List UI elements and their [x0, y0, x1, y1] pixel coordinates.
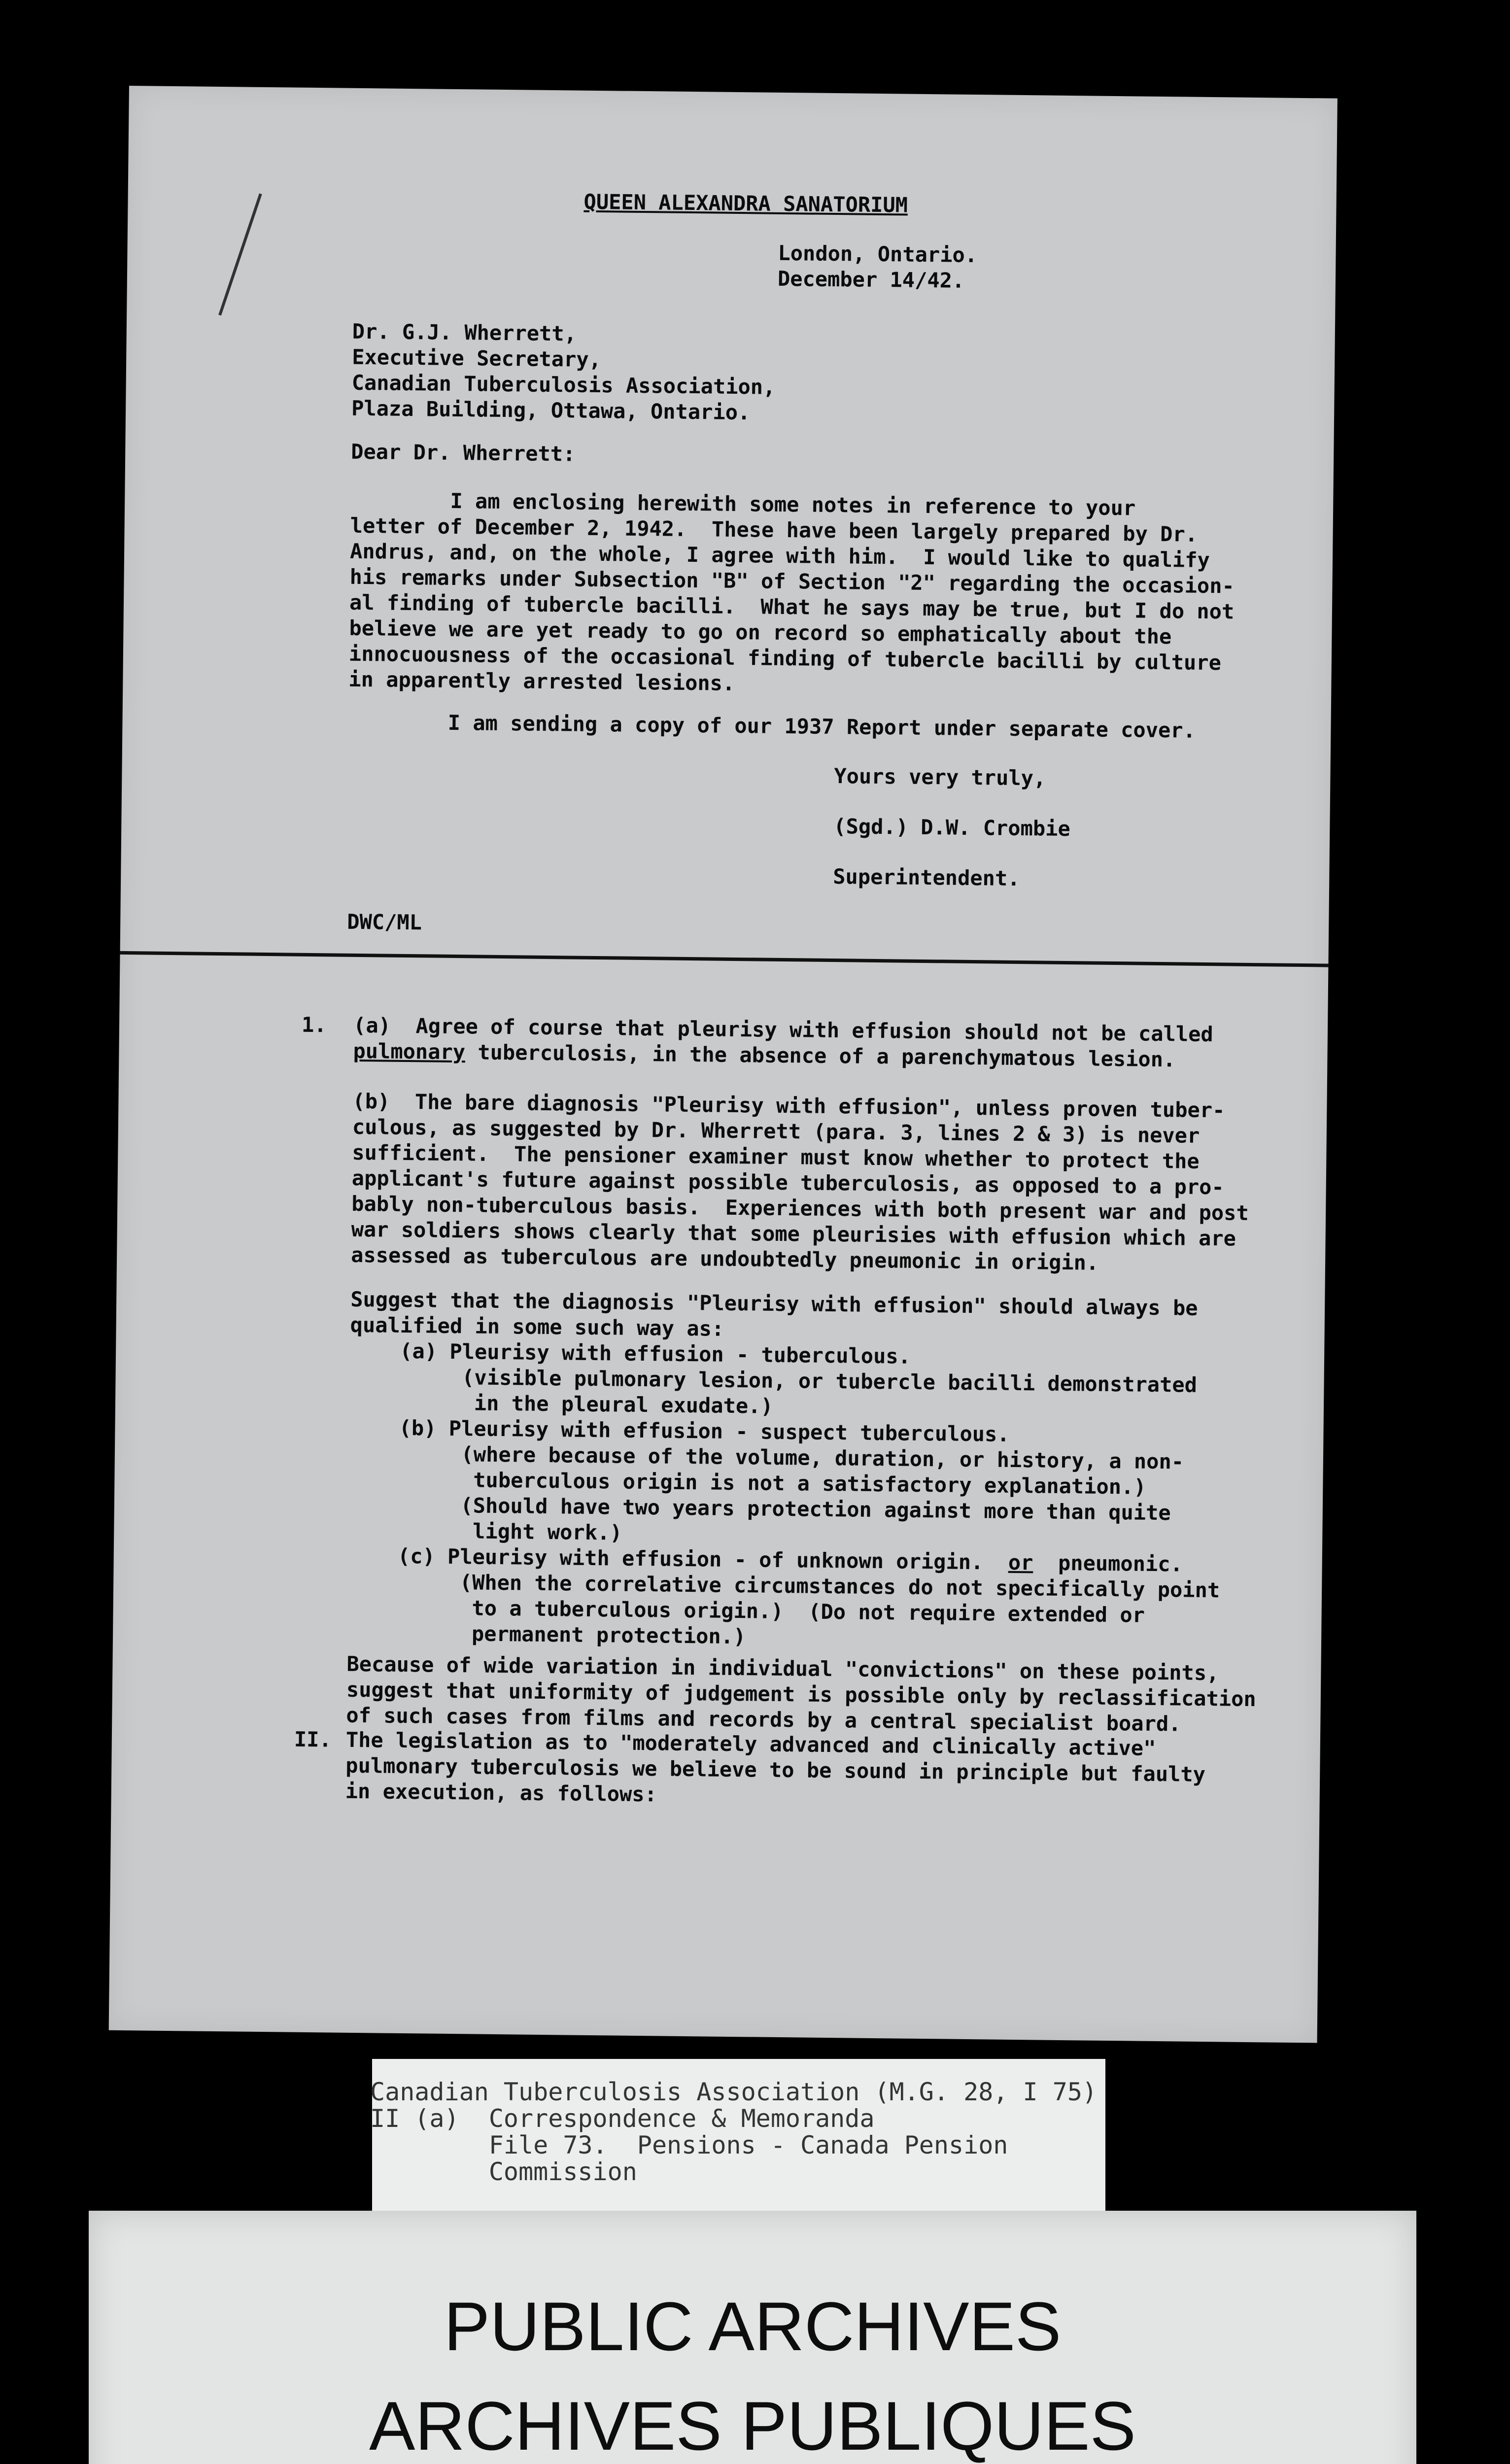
- suggest-line: qualified in some such way as:: [350, 1312, 724, 1341]
- recipient-line: Plaza Building, Ottawa, Ontario.: [351, 396, 751, 425]
- because-line: suggest that uniformity of judgement is possible only by reclassification: [346, 1677, 1256, 1711]
- body-line: his remarks under Subsection "B" of Section "2" regarding the occasion-: [349, 564, 1235, 598]
- body-line: in apparently arrested lesions.: [348, 667, 735, 695]
- suggest-line: (Should have two years protection against more than quite: [348, 1492, 1171, 1525]
- suggest-line: light work.): [348, 1517, 622, 1545]
- suggest-line: (visible pulmonary lesion, or tubercle bacilli demonstrated: [349, 1364, 1198, 1397]
- because-line: of such cases from films and records by a central specialist board.: [346, 1703, 1181, 1736]
- recipient-line: Canadian Tuberculosis Association,: [351, 370, 776, 399]
- body-line: innocuousness of the occasional finding of tubercle bacilli by culture: [348, 641, 1222, 675]
- label-line: Commission: [370, 2157, 637, 2186]
- item-1-number: 1.: [301, 1012, 327, 1037]
- suggest-line: (a) Pleurisy with effusion - tuberculous.: [349, 1338, 911, 1369]
- body-line: letter of December 2, 1942. These have been largely prepared by Dr.: [350, 513, 1198, 547]
- suggest-c-tail: pneumonic.: [1033, 1550, 1183, 1576]
- suggest-line: tuberculous origin is not a satisfactory explanation.): [348, 1466, 1146, 1499]
- item-2-line: pulmonary tuberculosis we believe to be sound in principle but faulty: [345, 1753, 1206, 1787]
- suggest-line: in the pleural exudate.): [349, 1389, 774, 1418]
- letter-page: [109, 86, 1338, 2043]
- suggest-line: Suggest that the diagnosis "Pleurisy with effusion" should always be: [350, 1287, 1198, 1320]
- letter-date: December 14/42.: [777, 266, 965, 293]
- pen-mark: [218, 193, 262, 315]
- item-1a-line: (a) Agree of course that pleurisy with effusion should not be called: [353, 1013, 1213, 1047]
- underlined-or: or: [1008, 1550, 1033, 1575]
- suggest-line: (When the correlative circumstances do not specifically point: [347, 1569, 1220, 1603]
- item-1b-line: culous, as suggested by Dr. Wherrett (para. 3, lines 2 & 3) is never: [352, 1114, 1200, 1148]
- recipient-line: Dr. G.J. Wherrett,: [352, 319, 577, 346]
- body-line: Andrus, and, on the whole, I agree with him. I would like to qualify: [349, 539, 1210, 573]
- stamp-line-1: PUBLIC ARCHIVES: [444, 2288, 1062, 2365]
- letter-place: London, Ontario.: [778, 240, 978, 268]
- salutation: Dear Dr. Wherrett:: [350, 439, 576, 466]
- suggest-line: permanent protection.): [346, 1620, 746, 1649]
- suggest-line: (b) Pleurisy with effusion - suspect tuberculous.: [349, 1415, 1010, 1446]
- label-line: File 73. Pensions - Canada Pension: [370, 2131, 1008, 2159]
- suggest-line: (where because of the volume, duration, or history, a non-: [348, 1440, 1184, 1474]
- closing: Yours very truly,: [834, 764, 1046, 790]
- item-1b-line: (b) The bare diagnosis "Pleurisy with effusion", unless proven tuber-: [352, 1089, 1225, 1123]
- body-line: believe we are yet ready to go on record so emphatically about the: [349, 616, 1172, 649]
- body-line: I am enclosing herewith some notes in reference to your: [350, 487, 1136, 520]
- item-1b-line: applicant's future against possible tuberculosis, as opposed to a pro-: [351, 1165, 1225, 1199]
- item-1a-tail: tuberculosis, in the absence of a parenchymatous lesion.: [465, 1040, 1176, 1072]
- signer-title: Superintendent.: [833, 864, 1020, 891]
- body-paragraph-2: I am sending a copy of our 1937 Report under separate cover.: [348, 709, 1196, 743]
- label-line: II (a) Correspondence & Memoranda: [370, 2104, 875, 2133]
- item-2-number: II.: [294, 1727, 332, 1752]
- recipient-line: Executive Secretary,: [352, 344, 602, 372]
- item-1b-line: bably non-tuberculous basis. Experiences with both present war and post: [351, 1191, 1249, 1225]
- archive-stamp: [89, 2211, 1416, 2464]
- because-line: Because of wide variation in individual "convictions" on these points,: [346, 1651, 1219, 1685]
- item-1b-line: war soldiers shows clearly that some pleurisies with effusion which are: [351, 1217, 1236, 1251]
- letterhead: QUEEN ALEXANDRA SANATORIUM: [583, 189, 908, 217]
- stamp-line-2: ARCHIVES PUBLIQUES: [369, 2387, 1136, 2464]
- suggest-line: to a tuberculous origin.) (Do not require extended or: [347, 1594, 1145, 1627]
- initials: DWC/ML: [347, 909, 422, 935]
- body-line: al finding of tubercle bacilli. What he says may be true, but I do not: [349, 590, 1235, 624]
- item-2-line: The legislation as to "moderately advanced and clinically active": [345, 1727, 1156, 1761]
- signature: (Sgd.) D.W. Crombie: [833, 814, 1071, 841]
- item-2-line: in execution, as follows:: [345, 1779, 657, 1807]
- item-1b-line: assessed as tuberculous are undoubtedly pneumonic in origin.: [350, 1242, 1099, 1275]
- archive-label: [372, 2059, 1105, 2217]
- label-line: Canadian Tuberculosis Association (M.G. 28, I 75): [370, 2078, 1098, 2106]
- divider-rule: [120, 951, 1329, 967]
- suggest-c-head: (c) Pleurisy with effusion - of unknown origin.: [347, 1543, 1009, 1574]
- item-1b-line: sufficient. The pensioner examiner must know whether to protect the: [352, 1140, 1200, 1173]
- underlined-word: pulmonary: [353, 1038, 466, 1064]
